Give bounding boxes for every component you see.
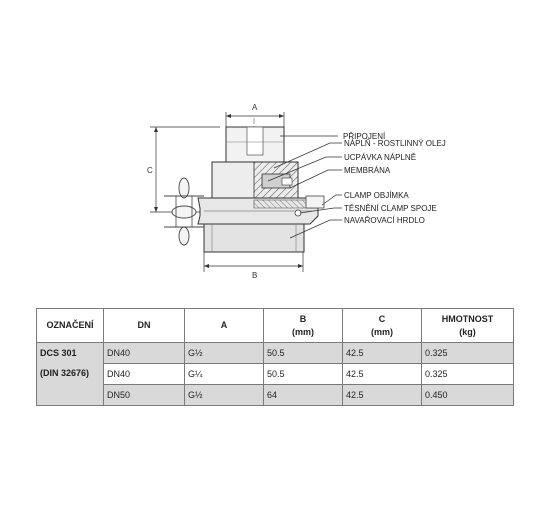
clamp-flange [198, 196, 324, 224]
header-b: B (mm) [264, 309, 343, 343]
connection-part [226, 127, 284, 163]
cell-c: 42.5 [343, 385, 422, 406]
table-row [37, 385, 514, 406]
header-designation: OZNAČENÍ [37, 309, 104, 343]
dimension-c-label: C [147, 166, 153, 175]
cell-a: G½ [185, 343, 264, 364]
table-row [37, 364, 514, 385]
dimension-b [204, 252, 303, 280]
table-row [37, 343, 514, 364]
clamp-handle [164, 178, 204, 245]
callout-fill-seal: UCPÁVKA NÁPLNĚ [344, 153, 417, 162]
callout-connection: PŘIPOJENÍ [343, 132, 386, 141]
cell-c: 42.5 [343, 364, 422, 385]
cell-c: 42.5 [343, 343, 422, 364]
callout-clamp-gasket: TĚSNĚNÍ CLAMP SPOJE [344, 204, 437, 213]
cell-weight: 0.450 [422, 385, 514, 406]
cell-b: 50.5 [264, 343, 343, 364]
cell-dn: DN40 [104, 343, 185, 364]
dimension-a-label: A [252, 103, 258, 112]
header-c: C (mm) [343, 309, 422, 343]
specification-table [36, 308, 514, 406]
callout-fill-oil: NÁPLŇ - ROSTLINNÝ OLEJ [344, 139, 446, 148]
header-weight: HMOTNOST (kg) [422, 309, 514, 343]
header-a: A [185, 309, 264, 343]
callout-labels [343, 132, 446, 225]
cell-weight: 0.325 [422, 364, 514, 385]
dimension-a [226, 103, 284, 130]
callout-clamp-ring: CLAMP OBJÍMKA [344, 191, 409, 200]
cell-dn: DN50 [104, 385, 185, 406]
cell-dn: DN40 [104, 364, 185, 385]
cell-a: G¼ [185, 364, 264, 385]
dimension-b-label: B [252, 271, 258, 280]
cell-b: 64 [264, 385, 343, 406]
weld-neck [204, 224, 304, 252]
callout-weld-neck: NAVAŘOVACÍ HRDLO [344, 216, 425, 225]
designation-cell: DCS 301 (DIN 32676) [37, 343, 104, 406]
callout-membrane: MEMBRÁNA [344, 166, 391, 175]
cell-b: 50.5 [264, 364, 343, 385]
cell-a: G½ [185, 385, 264, 406]
header-dn: DN [104, 309, 185, 343]
table-header-row [37, 309, 514, 343]
cell-weight: 0.325 [422, 343, 514, 364]
seal-body [212, 162, 298, 198]
